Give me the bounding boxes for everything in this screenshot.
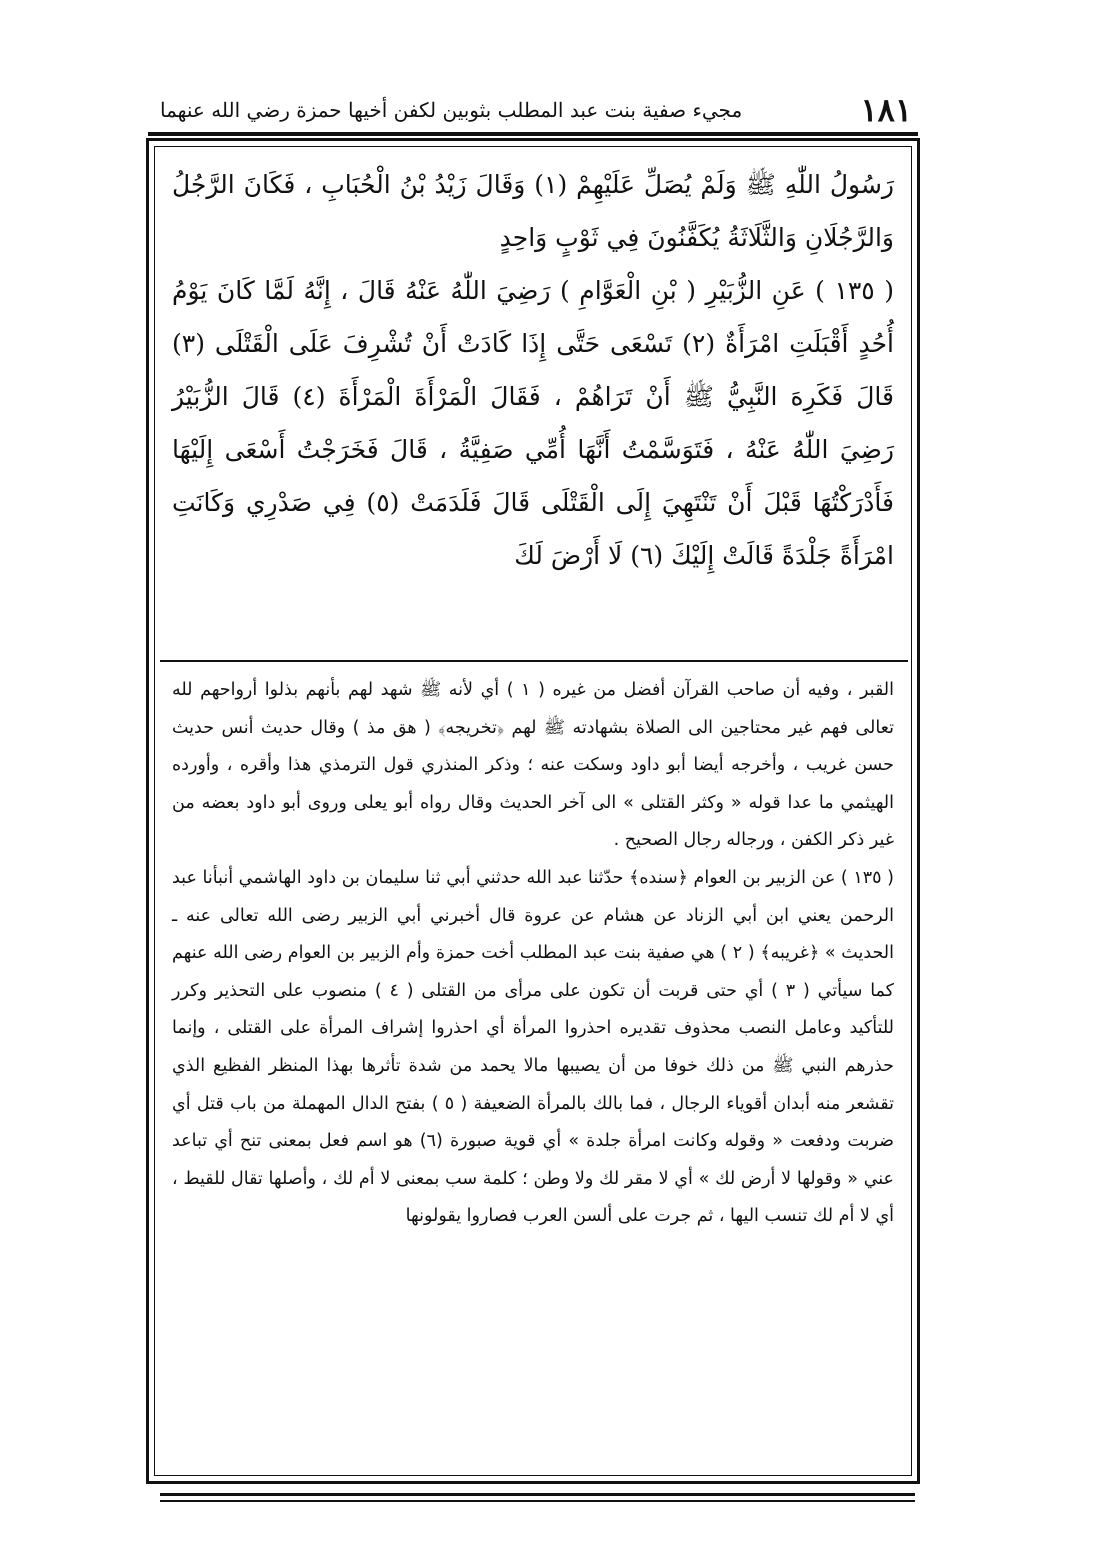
- chapter-heading: مجيء صفية بنت عبد المطلب بثوبين لكفن أخيها حمزة رضي الله عنهما: [160, 98, 743, 122]
- footer-rule: [160, 1493, 915, 1496]
- hadith-paragraph-2: ( ١٣٥ ) عَنِ الزُّبَيْرِ ( بْنِ الْعَوَّامِ ) رَضِيَ اللّٰهُ عَنْهُ قَالَ ، إِنَّهُ لَمَّا كَانَ يَوْمُ أُحُدٍ أَقْبَلَتِ امْرَأَةٌ (٢) تَسْعَى حَتَّى إِذَا كَادَتْ أَنْ تُشْرِفَ عَلَى الْقَتْلَى (٣) قَالَ فَكَرِهَ النَّبِيُّ ﷺ أَنْ تَرَاهُمْ ، فَقَالَ الْمَرْأَةَ الْمَرْأَةَ (٤) قَالَ الزُّبَيْرُ رَضِيَ اللّٰهُ عَنْهُ ، فَتَوَسَّمْتُ أَنَّهَا أُمِّي صَفِيَّةُ ، قَالَ فَخَرَجْتُ أَسْعَى إِلَيْهَا فَأَدْرَكْتُهَا قَبْلَ أَنْ تَنْتَهِيَ إِلَى الْقَتْلَى قَالَ فَلَدَمَتْ (٥) فِي صَدْرِي وَكَانَتِ امْرَأَةً جَلْدَةً قَالَتْ إِلَيْكَ (٦) لَا أَرْضَ لَكَ: [172, 276, 895, 570]
- commentary-text: [172, 672, 894, 1236]
- commentary-paragraph-2: ( ١٣٥ ) عن الزبير بن العوام ﴿سنده﴾ حدّثنا عبد الله حدثني أبي ثنا سليمان بن داود الهاشمي أنبأنا عبد الرحمن يعني ابن أبي الزناد عن هشام عن عروة قال أخبرني أبي الزبير رضى الله تعالى عنه ـ الحديث » ﴿غريبه﴾ ( ٢ ) هي صفية بنت عبد المطلب أخت حمزة وأم الزبير بن العوام رضى الله عنهم كما سيأتي ( ٣ ) أي حتى قربت أن تكون على مرأى من القتلى ( ٤ ) منصوب على التحذير وكرر للتأكيد وعامل النصب محذوف تقديره احذروا المرأة أي احذروا إشراف المرأة على القتلى ، وإنما حذرهم النبي ﷺ من ذلك خوفا من أن يصيبها مالا يحمد من شدة تأثرها بهذا المنظر الفظيع الذي تقشعر منه أبدان أقوياء الرجال ، فما بالك بالمرأة الضعيفة ( ٥ ) بفتح الدال المهملة من باب قتل أي ضربت ودفعت « وقوله وكانت امرأة جلدة » أي قوية صبورة (٦) هو اسم فعل بمعنى تنح أي تباعد عني « وقولها لا أرض لك » أي لا مقر لك ولا وطن ؛ كلمة سب بمعنى لا أم لك ، وأصلها تقال للقيط ، أي لا أم لك تنسب اليها ، ثم جرت على ألسن العرب فصاروا يقولونها: [172, 867, 895, 1227]
- header-rule: [148, 132, 918, 136]
- commentary-paragraph-1: القبر ، وفيه أن صاحب القرآن أفضل من غيره ( ١ ) أي لأنه ﷺ شهد لهم بأنهم بذلوا أرواحهم لله تعالى فهم غير محتاجين الى الصلاة بشهادته ﷺ لهم ﴿تخريجه﴾ ( هق مذ ) وقال حديث أنس حديث حسن غريب ، وأخرجه أيضا أبو داود وسكت عنه ؛ وذكر المنذري قول الترمذي هذا وأقره ، وأورده الهيثمي ما عدا قوله « وكثر القتلى » الى آخر الحديث وقال رواه أبو يعلى وروى أبو داود بعضه من غير ذكر الكفن ، ورجاله رجال الصحيح .: [172, 680, 894, 851]
- footer-rule-thin: [160, 1500, 915, 1502]
- page-number: ١٨١: [860, 91, 912, 129]
- section-divider: [160, 660, 908, 662]
- hadith-text: [172, 158, 894, 582]
- hadith-paragraph-1: رَسُولُ اللّٰهِ ﷺ وَلَمْ يُصَلِّ عَلَيْهِمْ (١) وَقَالَ زَيْدُ بْنُ الْحُبَابِ ، فَكَانَ الرَّجُلُ وَالرَّجُلَانِ وَالثَّلَاثَةُ يُكَفَّنُونَ فِي ثَوْبٍ وَاحِدٍ: [172, 170, 894, 252]
- page-header: [160, 84, 912, 136]
